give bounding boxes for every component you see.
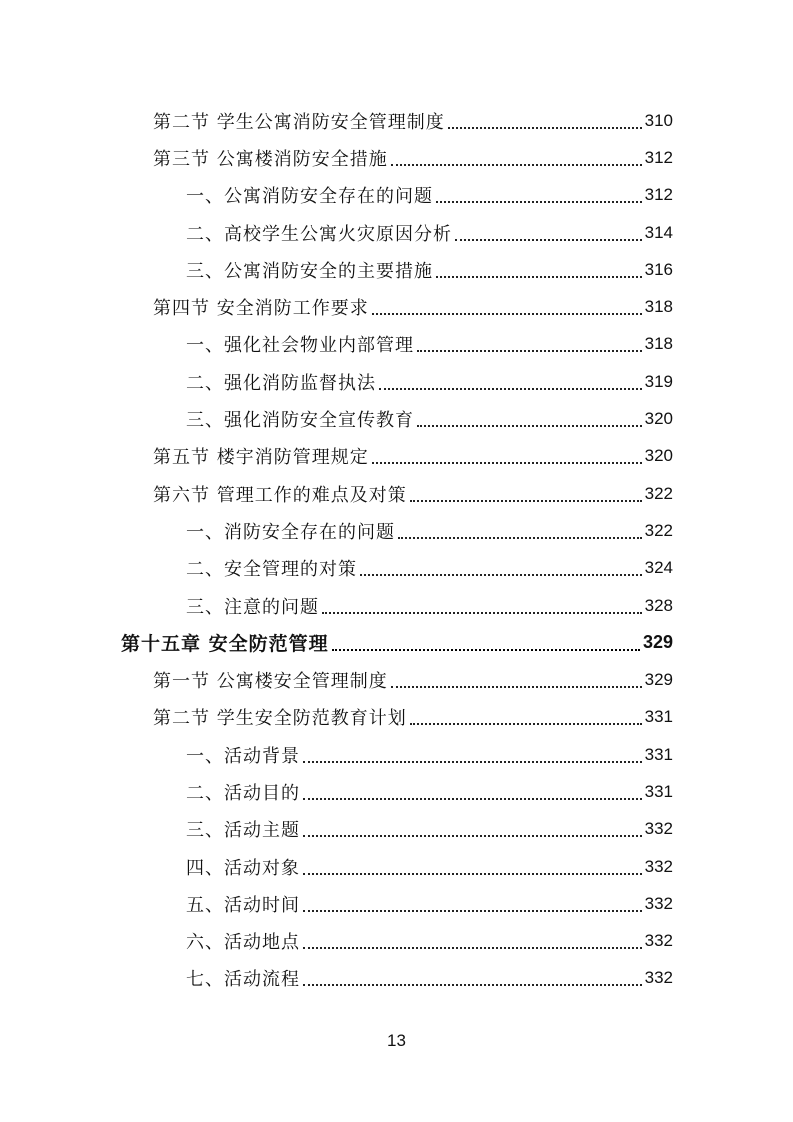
toc-entry-sub[interactable] (0, 885, 673, 922)
toc-entry-chapter[interactable] (0, 624, 673, 661)
toc-entry-page: 329 (642, 632, 673, 653)
toc-entry-label: 二、安全管理的对策 (186, 559, 357, 581)
toc-entry-label: 第十五章 安全防范管理 (121, 633, 329, 656)
toc-dot-leader (417, 350, 642, 352)
toc-entry-sub[interactable] (0, 214, 673, 251)
toc-dot-leader (379, 388, 642, 390)
toc-entry-label: 二、高校学生公寓火灾原因分析 (186, 223, 452, 245)
toc-entry-label: 四、活动对象 (186, 857, 300, 879)
toc-dot-leader (303, 984, 642, 986)
toc-dot-leader (391, 164, 642, 166)
toc-entry-label: 三、活动主题 (186, 820, 300, 842)
toc-dot-leader (332, 649, 640, 651)
toc-entry-section[interactable] (0, 661, 673, 698)
toc-entry-section[interactable] (0, 699, 673, 736)
toc-entry-sub[interactable] (0, 326, 673, 363)
toc-entry-label: 七、活动流程 (186, 969, 300, 991)
toc-entry-section[interactable] (0, 102, 673, 139)
toc-entry-sub[interactable] (0, 587, 673, 624)
toc-dot-leader (417, 425, 642, 427)
toc-entry-page: 331 (644, 744, 673, 764)
toc-entry-label: 第一节 公寓楼安全管理制度 (153, 671, 388, 693)
toc-entry-label: 第四节 安全消防工作要求 (153, 298, 369, 320)
toc-entry-sub[interactable] (0, 363, 673, 400)
toc-entry-section[interactable] (0, 139, 673, 176)
toc-dot-leader (303, 873, 642, 875)
toc-dot-leader (436, 201, 642, 203)
toc-entry-page: 312 (644, 147, 673, 167)
toc-dot-leader (410, 500, 642, 502)
toc-entry-page: 310 (644, 110, 673, 130)
toc-dot-leader (436, 276, 642, 278)
toc-entry-page: 318 (644, 297, 673, 317)
toc-dot-leader (398, 537, 642, 539)
toc-entry-sub[interactable] (0, 848, 673, 885)
toc-dot-leader (391, 686, 642, 688)
toc-entry-section[interactable] (0, 475, 673, 512)
toc-entry-sub[interactable] (0, 512, 673, 549)
toc-entry-page: 320 (644, 446, 673, 466)
toc-entry-sub[interactable] (0, 773, 673, 810)
toc-entry-section[interactable] (0, 438, 673, 475)
toc-entry-label: 第二节 学生安全防范教育计划 (153, 708, 407, 730)
toc-entry-page: 322 (644, 520, 673, 540)
toc-dot-leader (303, 947, 642, 949)
toc-entry-sub[interactable] (0, 177, 673, 214)
toc-entry-page: 332 (644, 931, 673, 951)
toc-dot-leader (303, 835, 642, 837)
toc-entry-page: 318 (644, 334, 673, 354)
toc-entry-label: 三、注意的问题 (186, 596, 319, 618)
toc-entry-page: 328 (644, 595, 673, 615)
toc-entry-sub[interactable] (0, 550, 673, 587)
toc-entry-page: 322 (644, 483, 673, 503)
toc-entry-sub[interactable] (0, 960, 673, 997)
toc-dot-leader (455, 239, 642, 241)
toc-dot-leader (372, 313, 642, 315)
toc-entry-label: 五、活动时间 (186, 894, 300, 916)
toc-entry-sub[interactable] (0, 736, 673, 773)
toc-entry-page: 314 (644, 222, 673, 242)
toc-entry-label: 二、强化消防监督执法 (186, 372, 376, 394)
toc-entry-page: 332 (644, 819, 673, 839)
toc-entry-page: 332 (644, 968, 673, 988)
toc-entry-page: 331 (644, 707, 673, 727)
toc-entry-section[interactable] (0, 288, 673, 325)
toc-entry-label: 一、活动背景 (186, 745, 300, 767)
table-of-contents (0, 102, 793, 997)
toc-entry-page: 312 (644, 185, 673, 205)
toc-entry-sub[interactable] (0, 811, 673, 848)
toc-dot-leader (360, 574, 642, 576)
toc-entry-label: 三、公寓消防安全的主要措施 (186, 260, 433, 282)
toc-dot-leader (372, 462, 642, 464)
toc-entry-page: 329 (644, 670, 673, 690)
toc-entry-label: 一、公寓消防安全存在的问题 (186, 186, 433, 208)
toc-dot-leader (303, 761, 642, 763)
toc-entry-page: 319 (644, 371, 673, 391)
toc-entry-label: 二、活动目的 (186, 782, 300, 804)
page-number: 13 (387, 1031, 406, 1050)
toc-entry-page: 332 (644, 893, 673, 913)
toc-dot-leader (410, 723, 642, 725)
toc-entry-page: 331 (644, 781, 673, 801)
toc-entry-sub[interactable] (0, 251, 673, 288)
toc-entry-label: 三、强化消防安全宣传教育 (186, 410, 414, 432)
toc-entry-page: 324 (644, 558, 673, 578)
toc-entry-page: 320 (644, 409, 673, 429)
toc-entry-label: 一、强化社会物业内部管理 (186, 335, 414, 357)
toc-entry-label: 第三节 公寓楼消防安全措施 (153, 148, 388, 170)
toc-dot-leader (303, 798, 642, 800)
toc-entry-label: 第二节 学生公寓消防安全管理制度 (153, 111, 445, 133)
toc-entry-page: 316 (644, 259, 673, 279)
toc-entry-label: 一、消防安全存在的问题 (186, 521, 395, 543)
toc-dot-leader (448, 127, 642, 129)
toc-entry-sub[interactable] (0, 400, 673, 437)
toc-dot-leader (303, 910, 642, 912)
toc-entry-page: 332 (644, 856, 673, 876)
toc-entry-label: 第五节 楼宇消防管理规定 (153, 447, 369, 469)
toc-entry-sub[interactable] (0, 923, 673, 960)
toc-dot-leader (322, 612, 642, 614)
toc-entry-label: 六、活动地点 (186, 932, 300, 954)
toc-entry-label: 第六节 管理工作的难点及对策 (153, 484, 407, 506)
